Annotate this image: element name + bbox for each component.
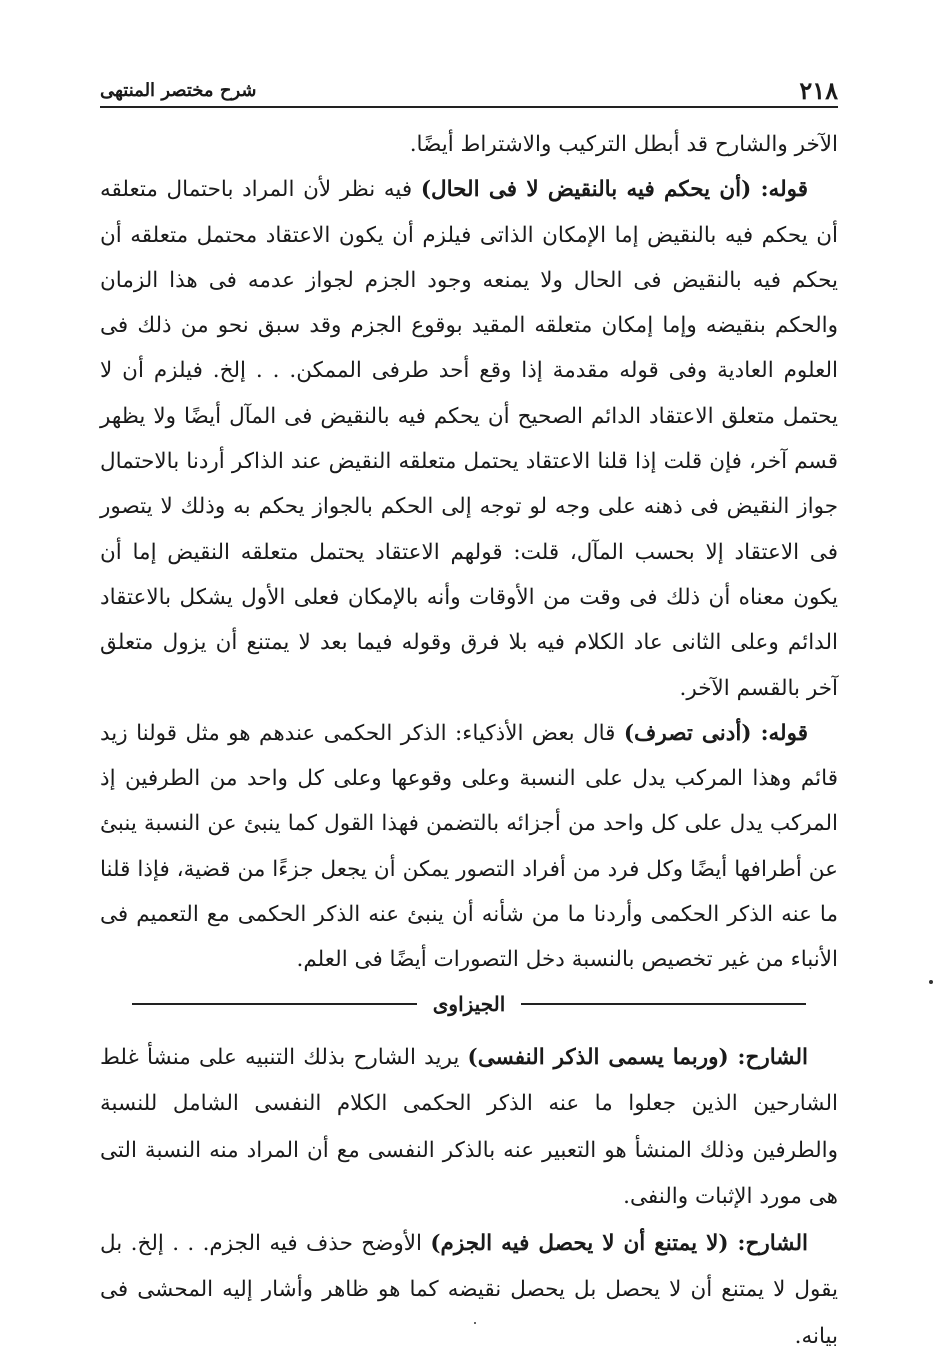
paragraph (100, 167, 838, 711)
divider-rule (521, 1003, 806, 1005)
text-run: الآخر والشارح قد أبطل التركيب والاشتراط أيضًا. (409, 132, 838, 157)
running-title: شرح مختصر المنتهى (100, 80, 257, 101)
paragraph (100, 1035, 838, 1221)
page-header (100, 72, 838, 108)
label-sharih: الشارح: (728, 1230, 808, 1256)
text-run: قال بعض الأذكياء: الذكر الحكمى عندهم هو مثل قولنا زيد قائم وهذا المركب يدل على النسبة وعلى وقوعها وعلى كل واحد من الطرفين إذ المركب يدل على كل واحد من أجزائه بالتضمن فهذا القول كما ينبئ عن النسبة ينبئ عن أطرافها أيضًا وكل فرد من أفراد التصور يمكن أن يجعل جزءًا من قضية، فإذا قلنا ما عنه الذكر الحكمى وأردنا ما من شأنه أن ينبئ عنه الذكر الحكمى مع التعميم فى الأنباء من غير تخصيص بالنسبة دخل التصورات أيضًا فى العلم. (100, 720, 838, 973)
scan-speck (929, 980, 933, 984)
label-sharih: الشارح: (728, 1044, 808, 1070)
gloss-section (100, 1035, 838, 1361)
label-qawluhu: قوله: (751, 720, 808, 746)
page-number: ٢١٨ (799, 76, 838, 105)
divider-label: الجيزاوى (432, 991, 506, 1016)
quoted-phrase: (لا يمتنع أن لا يحصل فيه الجزم) (430, 1230, 729, 1256)
divider-rule (132, 1003, 417, 1005)
section-divider (100, 989, 838, 1019)
quoted-phrase: (أن يحكم فيه بالنقيض لا فى الحال) (420, 177, 752, 203)
paragraph (100, 711, 838, 983)
quoted-phrase: (أدنى تصرف) (623, 720, 752, 746)
text-run: يريد الشارح بذلك التنبيه على منشأ غلط الشارحين الذين جعلوا ما عنه الذكر الحكمى الكلام النفسى الشامل للنسبة والطرفين وذلك المنشأ هو التعبير عنه بالذكر النفسى مع أن المراد منه النسبة التى هى مورد الإثبات والنفى. (100, 1044, 838, 1210)
label-qawluhu: قوله: (751, 177, 808, 203)
commentary-section (100, 122, 838, 983)
book-page (100, 72, 838, 1360)
text-run: فيه نظر لأن المراد باحتمال متعلقه أن يحكم فيه بالنقيض إما الإمكان الذاتى فيلزم أن يكون الاعتقاد محتمل متعلقه أن يحكم فيه بالنقيض فى الحال ولا يمنعه وجود الجزم لجواز عدمه فى هذا الزمان والحكم بنقيضه وإما إمكان متعلقه المقيد بوقوع الجزم وقد سبق نحو من ذلك فى العلوم العادية وفى قوله مقدمة إذا وقع أحد طرفى الممكن. . . إلخ. فيلزم أن لا يحتمل متعلق الاعتقاد الدائم الصحيح أن يحكم فيه بالنقيض فى المآل أيضًا ولا يظهر قسم آخر، فإن قلت إذا قلنا الاعتقاد يحتمل متعلقه النقيض عند الذاكر أردنا بالاحتمال جواز النقيض فى ذهنه على وجه لو توجه إلى الحكم بالجواز يحكم به وذلك لا يتصور فى الاعتقاد إلا بحسب المآل، قلت: قولهم الاعتقاد يحتمل متعلقه النقيض إما أن يكون معناه أن ذلك فى وقت من الأوقات وأنه بالإمكان فعلى الأول يشكل بالاعتقاد الدائم وعلى الثانى عاد الكلام فيه بلا فرق وقوله فيما بعد لا يمتنع أن يزول متعلق آخر بالقسم الآخر. (100, 177, 838, 701)
text-run: الأوضح حذف فيه الجزم. . . إلخ. بل يقول لا يمتنع أن لا يحصل بل يحصل نقيضه كما هو ظاهر وأشار إليه المحشى فى بيانه. (100, 1230, 838, 1349)
paragraph (100, 122, 838, 167)
quoted-phrase: (وربما يسمى الذكر النفسى) (467, 1044, 729, 1070)
paragraph (100, 1221, 838, 1361)
scan-speck (474, 1322, 476, 1324)
